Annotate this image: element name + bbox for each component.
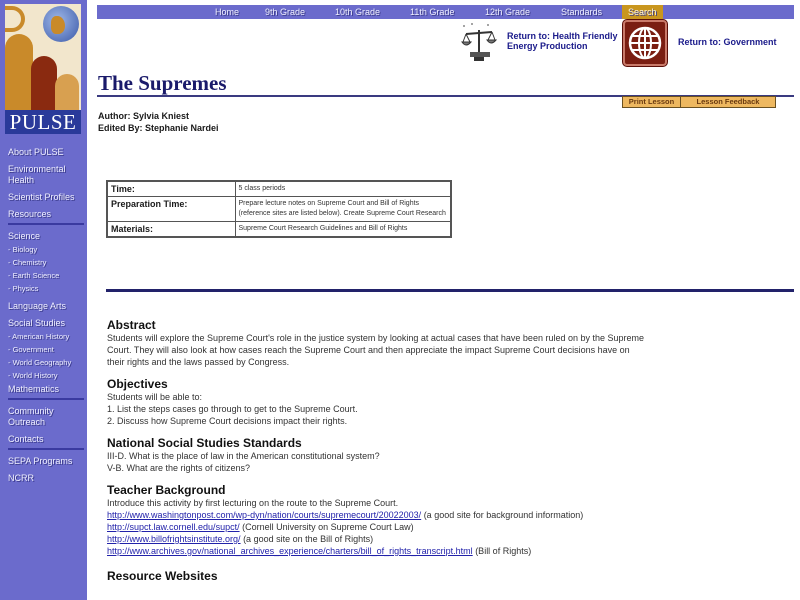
link-note: (a good site for background information): [421, 510, 584, 520]
sidebar-divider: [8, 398, 84, 400]
logo-ring-shape: [5, 6, 25, 32]
sidebar-divider: [8, 448, 84, 450]
lesson-actions: [622, 96, 776, 108]
sidebar-item-government[interactable]: - Government: [8, 345, 54, 354]
sidebar-item-resources[interactable]: Resources: [8, 209, 52, 219]
objective-item: 1. List the steps cases go through to get to the Supreme Court.: [107, 404, 358, 414]
sidebar-item-biology[interactable]: - Biology: [8, 245, 38, 254]
info-key: Materials:: [107, 222, 235, 238]
author-block: [98, 110, 219, 134]
logo-figure-shape: [31, 56, 57, 110]
lesson-info-table: [106, 180, 452, 238]
link-note: (Cornell University on Supreme Court Law): [239, 522, 414, 532]
abstract-text: Students will explore the Supreme Court's role in the justice system by looking at actual cases that have been ruled on by the Supreme Court. They will also look at how cases reach the Supreme Court and then appreciate the impact Supreme Court decisions have on their rights and the laws passed by Congress.: [107, 333, 645, 367]
objectives-section: [107, 377, 647, 427]
sidebar-item-about-pulse[interactable]: About PULSE: [8, 147, 64, 157]
globe-grid-icon[interactable]: [623, 20, 667, 66]
table-row: [107, 197, 451, 222]
section-heading: Abstract: [107, 318, 156, 332]
sidebar-item-american-history[interactable]: - American History: [8, 332, 70, 341]
page-title: The Supremes: [98, 71, 227, 95]
nav-10th-grade[interactable]: 10th Grade: [335, 7, 381, 17]
standard-item: V-B. What are the rights of citizens?: [107, 463, 251, 473]
link-note: (Bill of Rights): [472, 546, 532, 556]
top-nav: [97, 5, 794, 19]
sidebar-item-community-outreach[interactable]: Community Outreach: [8, 406, 54, 427]
lesson-feedback-button[interactable]: Lesson Feedback: [681, 97, 775, 107]
nav-11th-grade[interactable]: 11th Grade: [410, 7, 455, 17]
objectives-intro: Students will be able to:: [107, 392, 203, 402]
sidebar-item-science[interactable]: Science: [8, 231, 41, 241]
resource-link-row: [107, 545, 647, 557]
info-key: Preparation Time:: [107, 197, 235, 222]
link-note: (a good site on the Bill of Rights): [240, 534, 374, 544]
background-intro: Introduce this activity by first lecturing on the route to the Supreme Court.: [107, 498, 399, 508]
return-health-friendly-link[interactable]: [507, 31, 618, 51]
section-heading: Objectives: [107, 377, 168, 391]
nav-home[interactable]: Home: [215, 7, 240, 17]
nav-12th-grade[interactable]: 12th Grade: [485, 7, 531, 17]
resource-link-row: [107, 521, 647, 533]
author-name: Author: Sylvia Kniest: [98, 111, 190, 121]
table-row: [107, 181, 451, 197]
objective-item: 2. Discuss how Supreme Court decisions impact their rights.: [107, 416, 348, 426]
sidebar-item-social-studies[interactable]: Social Studies: [8, 318, 66, 328]
resource-link-row: [107, 509, 647, 521]
sidebar-item-contacts[interactable]: Contacts: [8, 434, 44, 444]
return-government-link[interactable]: Return to: Government: [678, 37, 777, 47]
logo-text: PULSE: [5, 110, 81, 134]
sidebar-item-world-geography[interactable]: - World Geography: [8, 358, 72, 367]
section-heading: Resource Websites: [107, 569, 218, 583]
archives-link[interactable]: http://www.archives.gov/national_archives_experience/charters/bill_of_rights_transcript.html: [107, 546, 473, 556]
logo-figure-shape: [55, 74, 79, 110]
standard-item: III-D. What is the place of law in the American constitutional system?: [107, 451, 380, 461]
sidebar-item-scientist-profiles[interactable]: Scientist Profiles: [8, 192, 75, 202]
billofrights-institute-link[interactable]: http://www.billofrightsinstitute.org/: [107, 534, 241, 544]
sidebar-item-world-history[interactable]: - World History: [8, 371, 58, 380]
sidebar-item-environmental-health[interactable]: Environmental Health: [8, 164, 66, 185]
resource-websites-section: [107, 569, 647, 583]
sidebar-divider: [8, 223, 84, 225]
washingtonpost-link[interactable]: http://www.washingtonpost.com/wp-dyn/nation/courts/supremecourt/20022003/: [107, 510, 422, 520]
info-value: Prepare lecture notes on Supreme Court and Bill of Rights (reference sites are listed below). Create Supreme Court Research: [235, 197, 451, 222]
abstract-section: [107, 318, 647, 368]
table-row: [107, 222, 451, 238]
scales-of-justice-icon[interactable]: [458, 22, 500, 64]
sidebar-item-ncrr[interactable]: NCRR: [8, 473, 34, 483]
section-divider: [106, 289, 794, 292]
sidebar-item-mathematics[interactable]: Mathematics: [8, 384, 60, 394]
sidebar-item-earth-science[interactable]: - Earth Science: [8, 271, 60, 280]
info-value: Supreme Court Research Guidelines and Bill of Rights: [235, 222, 451, 238]
logo-figure-shape: [5, 34, 33, 110]
info-value: 5 class periods: [235, 181, 451, 197]
section-heading: National Social Studies Standards: [107, 436, 302, 450]
globe-icon: [43, 6, 79, 42]
sidebar: [0, 0, 87, 600]
section-heading: Teacher Background: [107, 483, 226, 497]
pulse-logo[interactable]: [3, 2, 83, 135]
editor-name: Edited By: Stephanie Nardei: [98, 123, 219, 133]
sidebar-item-language-arts[interactable]: Language Arts: [8, 301, 67, 311]
return-link-line1: Return to: Health Friendly: [507, 31, 618, 41]
resource-link-row: [107, 533, 647, 545]
lesson-content: [107, 318, 647, 592]
logo-artwork: [5, 4, 81, 110]
cornell-link[interactable]: http://supct.law.cornell.edu/supct/: [107, 522, 240, 532]
sidebar-item-physics[interactable]: - Physics: [8, 284, 39, 293]
print-lesson-button[interactable]: Print Lesson: [623, 97, 681, 107]
nav-9th-grade[interactable]: 9th Grade: [265, 7, 306, 17]
teacher-background-section: [107, 483, 647, 557]
sidebar-item-sepa-programs[interactable]: SEPA Programs: [8, 456, 73, 466]
sidebar-nav: [8, 147, 84, 490]
nav-standards[interactable]: Standards: [561, 7, 603, 17]
info-key: Time:: [107, 181, 235, 197]
standards-section: [107, 436, 647, 474]
nav-search[interactable]: Search: [622, 5, 663, 19]
sidebar-item-chemistry[interactable]: - Chemistry: [8, 258, 47, 267]
return-link-line2: Energy Production: [507, 41, 588, 51]
